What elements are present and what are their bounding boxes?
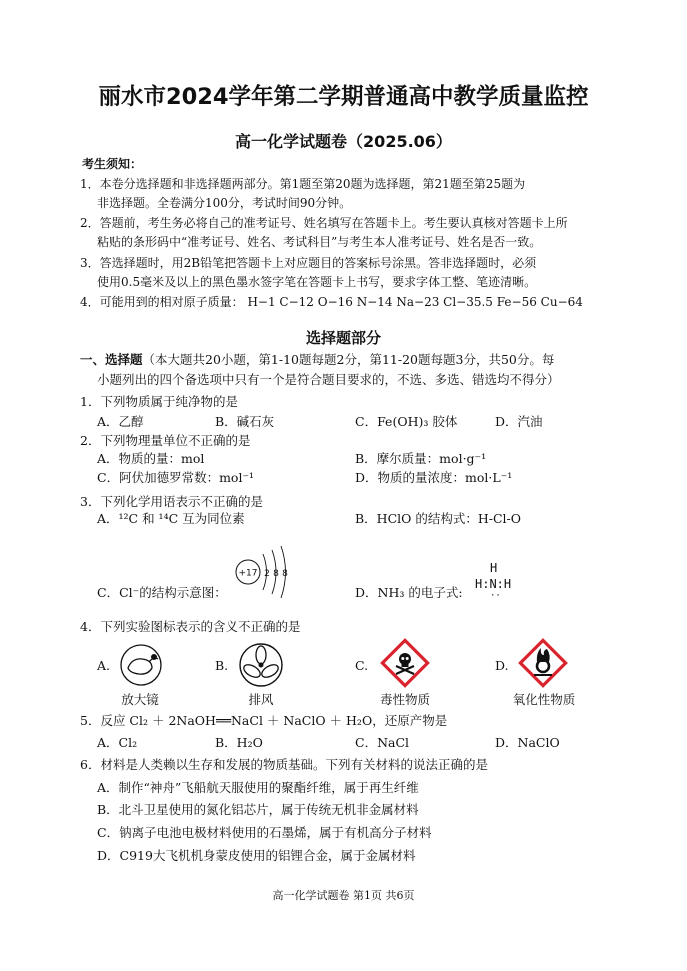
q2-option-b: B．摩尔质量：mol·g⁻¹	[355, 451, 487, 466]
q6-option-c: C．钠离子电池电极材料使用的石墨烯，属于有机高分子材料	[97, 825, 432, 840]
magnifier-icon	[116, 642, 166, 688]
q4-caption-d: 氧化性物质	[512, 692, 576, 707]
nh3-lone-pair: ··	[490, 591, 501, 601]
chloride-ion-structure-diagram	[232, 544, 296, 602]
q4-stem: 4．下列实验图标表示的含义不正确的是	[80, 619, 301, 634]
exam-title: 丽水市2024学年第二学期普通高中教学质量监控	[98, 84, 589, 110]
part1-desc-2: 小题列出的四个备选项中只有一个是符合题目要求的，不选、多选、错选均不得分）	[97, 372, 560, 387]
oxidizer-flame-icon	[518, 638, 568, 688]
notice-item: 2．答题前，考生务必将自己的准考证号、姓名填写在答题卡上。考生要认真核对答题卡上所	[80, 216, 568, 230]
exam-subtitle: 高一化学试题卷（2025.06）	[235, 132, 452, 151]
notice-heading: 考生须知：	[82, 157, 143, 171]
notice-item: 1．本卷分选择题和非选择题两部分。第1题至第20题为选择题，第21题至第25题为	[80, 177, 526, 191]
notice-item: 3．答选择题时，用2B铅笔把答题卡上对应题目的答案标号涂黑。答非选择题时，必须	[80, 256, 537, 270]
q4-option-a: A.	[97, 658, 111, 673]
shell-electron-count: 8	[282, 569, 288, 579]
q1-option-a: A．乙醇	[97, 414, 144, 429]
q1-option-d: D．汽油	[495, 414, 543, 429]
notice-item: 使用0.5毫米及以上的黑色墨水签字笔在答题卡上书写，要求字体工整、笔迹清晰。	[97, 275, 537, 289]
q5-option-c: C．NaCl	[355, 735, 410, 750]
q4-caption-a: 放大镜	[121, 692, 159, 707]
notice-item: 粘贴的条形码中“准考证号、姓名、考试科目”与考生本人准考证号、姓名是否一致。	[97, 235, 542, 249]
shell-electron-count: 8	[273, 569, 279, 579]
q6-option-b: B．北斗卫星使用的氮化铝芯片，属于传统无机非金属材料	[97, 802, 419, 817]
q3-option-d: D．NH₃ 的电子式:	[355, 585, 463, 600]
q3-stem: 3．下列化学用语表示不正确的是	[80, 494, 263, 509]
part1-desc: （本大题共20小题，第1-10题每题2分，第11-20题每题3分，共50分。每	[142, 352, 555, 367]
notice-item: 4．可能用到的相对原子质量： H−1 C−12 O−16 N−14 Na−23 Cl−35.5 Fe−56 Cu−64	[80, 295, 583, 309]
shell-electron-count: 2	[264, 569, 270, 579]
q1-stem: 1．下列物质属于纯净物的是	[80, 394, 238, 409]
q1-option-c: C．Fe(OH)₃ 胶体	[355, 414, 458, 429]
q2-stem: 2．下列物理量单位不正确的是	[80, 433, 251, 448]
q3-option-b: B．HClO 的结构式：H-Cl-O	[355, 511, 522, 526]
toxic-skull-icon	[380, 638, 430, 688]
exhaust-fan-icon	[237, 641, 285, 689]
q1-option-b: B．碱石灰	[215, 414, 275, 429]
q4-option-b: B.	[215, 658, 229, 673]
q2-option-a: A．物质的量：mol	[97, 451, 205, 466]
part1-label: 一、选择题	[80, 352, 143, 367]
q6-stem: 6．材料是人类赖以生存和发展的物质基础。下列有关材料的说法正确的是	[80, 757, 488, 772]
q4-caption-c: 毒性物质	[379, 692, 430, 707]
q4-option-c: C.	[355, 658, 369, 673]
nh3-electron-formula-row: H:N:H	[475, 577, 512, 591]
q5-option-b: B．H₂O	[215, 735, 263, 750]
nh3-electron-formula-top: H	[490, 561, 498, 575]
q4-caption-b: 排风	[248, 692, 274, 707]
q5-option-d: D．NaClO	[495, 735, 560, 750]
q2-option-c: C．阿伏加德罗常数：mol⁻¹	[97, 470, 255, 485]
q6-option-a: A．制作“神舟”飞船航天服使用的聚酯纤维，属于再生纤维	[97, 780, 419, 795]
q5-stem: 5．反应 Cl₂ ＋ 2NaOH══NaCl ＋ NaClO ＋ H₂O，还原产物是	[80, 713, 448, 728]
part1-intro	[80, 352, 554, 367]
page-footer: 高一化学试题卷 第1页 共6页	[272, 889, 415, 902]
notice-item: 非选择题。全卷满分100分，考试时间90分钟。	[97, 196, 352, 210]
q3-option-c: C．Cl⁻的结构示意图：	[97, 585, 227, 600]
nucleus-charge: +17	[238, 568, 258, 579]
q3-option-a: A．¹²C 和 ¹⁴C 互为同位素	[97, 511, 245, 526]
section-title: 选择题部分	[305, 329, 381, 347]
q5-option-a: A．Cl₂	[97, 735, 138, 750]
q4-option-d: D.	[495, 658, 509, 673]
q2-option-d: D．物质的量浓度：mol·L⁻¹	[355, 470, 513, 485]
q6-option-d: D．C919大飞机机身蒙皮使用的铝锂合金，属于金属材料	[97, 848, 416, 863]
